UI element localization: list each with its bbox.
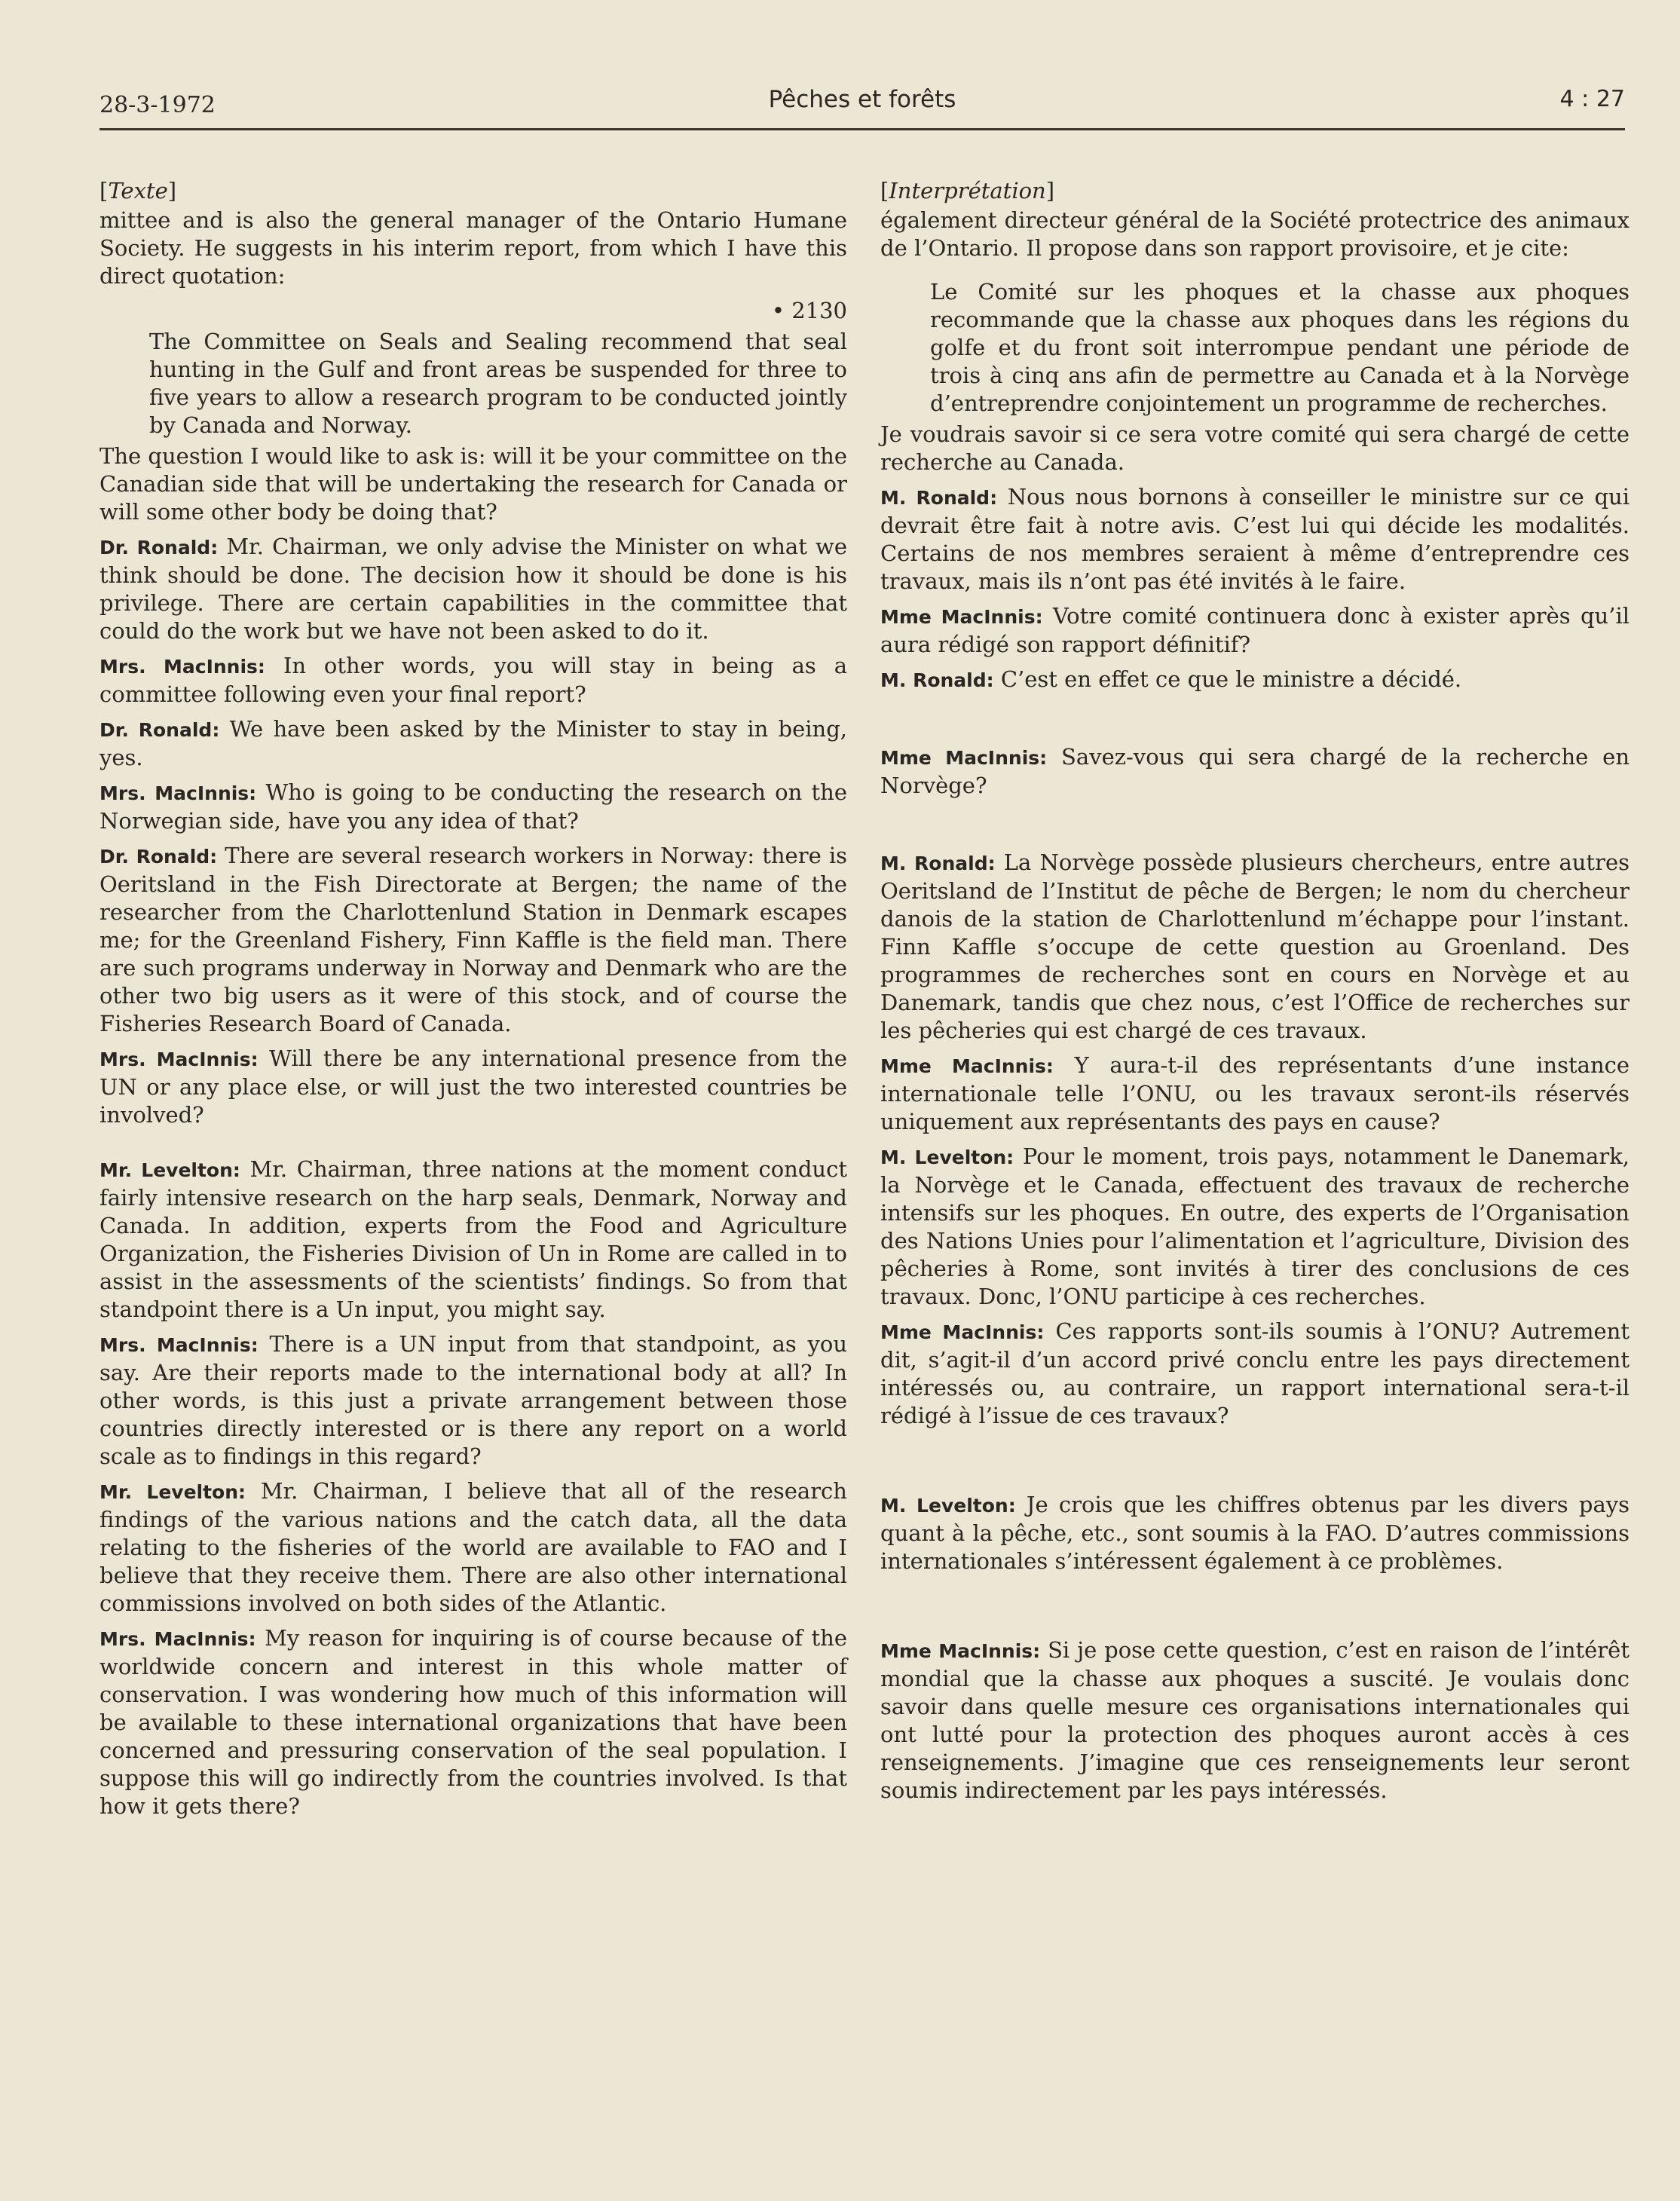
- speaker-name: M. Levelton:: [880, 1495, 1016, 1517]
- speaker-name: Mrs. MacInnis:: [99, 1628, 256, 1650]
- speech-entry: Mme MacInnis: Si je pose cette question, c’est en raison de l’intérêt mondial que la chasse aux phoques a suscité. Je voulais donc savoir dans quelle mesure ces organisations internationales qui ont lutté pour la protection des phoques auront accès à ces renseignements. J’imagine que ces renseignements leur seront soumis indirectement par les pays intéressés.: [880, 1637, 1630, 1803]
- header-rule: [99, 128, 1625, 130]
- paragraph: également directeur général de la Société protectrice des animaux de l’Ontario. Il propose dans son rapport provisoire, et je cite:: [880, 207, 1630, 261]
- header-page-number: 4 : 27: [1559, 86, 1625, 112]
- speech-entry: Mme MacInnis: Votre comité continuera donc à exister après qu’il aura rédigé son rapport définitif?: [880, 603, 1630, 657]
- speaker-name: Mr. Levelton:: [99, 1159, 240, 1181]
- speech-entry: M. Levelton: Je crois que les chiffres obtenus par les divers pays quant à la pêche, etc., sont soumis à la FAO. D’autres commissions internationales s’intéressent également à ce problèmes.: [880, 1492, 1630, 1574]
- speech-entry: M. Ronald: Nous nous bornons à conseiller le ministre sur ce qui devrait être fait à notre avis. C’est lui qui décide les modalités. Certains de nos membres seraient à même d’entreprendre ces travaux, mais ils n’ont pas été invités à le faire.: [880, 484, 1630, 594]
- speaker-name: M. Ronald:: [880, 669, 994, 691]
- speaker-name: Mme MacInnis:: [880, 606, 1043, 628]
- speaker-name: Dr. Ronald:: [99, 846, 218, 868]
- speech-entry: Mrs. MacInnis: In other words, you will stay in being as a committee following even your final report?: [99, 653, 848, 707]
- speech-entry: M. Ronald: C’est en effet ce que le ministre a décidé.: [880, 666, 1462, 692]
- speaker-name: Mrs. MacInnis:: [99, 1048, 259, 1070]
- section-label-text: [Texte]: [99, 178, 177, 204]
- french-column: [880, 177, 1630, 1811]
- header-title: Pêches et forêts: [768, 86, 956, 113]
- speech-entry: Mrs. MacInnis: There is a UN input from that standpoint, as you say. Are their reports made to the international body at all? In other words, is this just a private arrangement between those countries directly interested or is there any report on a world scale as to findings in this regard?: [99, 1331, 848, 1469]
- speech-entry: M. Ronald: La Norvège possède plusieurs chercheurs, entre autres Oeritsland de l’Institut de pêche de Bergen; le nom du chercheur danois de la station de Charlottenlund m’échappe pour l’instant. Finn Kaffle s’occupe de cette question au Groenland. Des programmes de recherches sont en cours en Norvège et au Danemark, tandis que chez nous, c’est l’Office de recherches sur les pêcheries qui est chargé de ces travaux.: [880, 849, 1630, 1043]
- speech-entry: Mme MacInnis: Ces rapports sont-ils soumis à l’ONU? Autrement dit, s’agit-il d’un accord privé conclu entre les pays directement intéressés ou, au contraire, un rapport international sera-t-il rédigé à l’issue de ces travaux?: [880, 1318, 1630, 1428]
- speech-entry: Mr. Levelton: Mr. Chairman, three nations at the moment conduct fairly intensive research on the harp seals, Denmark, Norway and Canada. In addition, experts from the Food and Agriculture Organization, the Fisheries Division of Un in Rome are called in to assist in the assessments of the scientists’ findings. So from that standpoint there is a Un input, you might say.: [99, 1156, 847, 1322]
- time-marker: • 2130: [771, 298, 847, 323]
- speech-entry: Mme MacInnis: Y aura-t-il des représentants d’une instance internationale telle l’ONU, ou les travaux seront-ils réservés uniquement aux représentants des pays en cause?: [880, 1052, 1630, 1134]
- speaker-name: Dr. Ronald:: [99, 537, 219, 559]
- speaker-name: M. Levelton:: [880, 1146, 1014, 1168]
- page-header: [99, 83, 1625, 128]
- block-quote: Le Comité sur les phoques et la chasse aux phoques recommande que la chasse aux phoques dans les régions du golfe et du front soit interrompue pendant une période de trois à cinq ans afin de permettre au Canada et à la Norvège d’entreprendre conjointement un programme de recherches.: [930, 279, 1630, 416]
- english-column: [99, 177, 847, 1827]
- speaker-name: Mme MacInnis:: [880, 1055, 1054, 1077]
- speech-entry: Dr. Ronald: Mr. Chairman, we only advise the Minister on what we think should be done. The decision how it should be done is his privilege. There are certain capabilities in the committee that could do the work but we have not been asked to do it.: [99, 534, 847, 644]
- speech-entry: Dr. Ronald: We have been asked by the Minister to stay in being, yes.: [99, 716, 848, 770]
- speaker-name: Mrs. MacInnis:: [99, 1334, 259, 1356]
- paragraph: mittee and is also the general manager of the Ontario Humane Society. He suggests in his interim report, from which I have this direct quotation:: [99, 207, 847, 289]
- speech-entry: Dr. Ronald: There are several research workers in Norway: there is Oeritsland in the Fish Directorate at Bergen; the name of the researcher from the Charlottenlund Station in Denmark escapes me; for the Greenland Fishery, Finn Kaffle is the field man. There are such programs underway in Norway and Denmark who are the other two big users as it were of this stock, and of course the Fisheries Research Board of Canada.: [99, 843, 847, 1036]
- speaker-name: Mme MacInnis:: [880, 1321, 1045, 1343]
- paragraph: Je voudrais savoir si ce sera votre comité qui sera chargé de cette recherche au Canada.: [880, 421, 1630, 475]
- header-date: 28-3-1972: [99, 92, 216, 118]
- speech-entry: M. Levelton: Pour le moment, trois pays, notamment le Danemark, la Norvège et le Canada, effectuent des travaux de recherche intensifs sur les phoques. En outre, des experts de l’Organisation des Nations Unies pour l’alimentation et l’agriculture, Division des pêcheries à Rome, sont invités à tirer des conclusions de ces travaux. Donc, l’ONU participe à ces recherches.: [880, 1143, 1630, 1309]
- speaker-name: Mrs. MacInnis:: [99, 782, 257, 804]
- block-quote: The Committee on Seals and Sealing recommend that seal hunting in the Gulf and front areas be suspended for three to five years to allow a research program to be conducted jointly by Canada and Norway.: [149, 329, 847, 438]
- paragraph: The question I would like to ask is: will it be your committee on the Canadian side that will be undertaking the research for Canada or will some other body be doing that?: [99, 443, 847, 525]
- speech-entry: Mr. Levelton: Mr. Chairman, I believe that all of the research findings of the various nations and the catch data, all the data relating to the fisheries of the world are available to FAO and I believe that they receive them. There are also other international commissions involved on both sides of the Atlantic.: [99, 1478, 847, 1616]
- speech-entry: Mrs. MacInnis: My reason for inquiring is of course because of the worldwide concern and interest in this whole matter of conservation. I was wondering how much of this information will be available to these international organizations that have been concerned and pressuring conservation of the seal population. I suppose this will go indirectly from the countries involved. Is that how it gets there?: [99, 1625, 847, 1819]
- speaker-name: Dr. Ronald:: [99, 719, 220, 741]
- speech-entry: Mrs. MacInnis: Will there be any international presence from the UN or any place else, or will just the two interested countries be involved?: [99, 1045, 848, 1128]
- speaker-name: Mme MacInnis:: [880, 1640, 1041, 1662]
- speech-entry: Mme MacInnis: Savez-vous qui sera chargé de la recherche en Norvège?: [880, 744, 1630, 798]
- speaker-name: M. Ronald:: [880, 487, 998, 509]
- section-label-interpretation: [Interprétation]: [880, 178, 1055, 204]
- speaker-name: Mme MacInnis:: [880, 747, 1048, 769]
- speaker-name: Mrs. MacInnis:: [99, 656, 265, 678]
- speaker-name: M. Ronald:: [880, 853, 996, 874]
- speaker-name: Mr. Levelton:: [99, 1481, 246, 1503]
- speech-entry: Mrs. MacInnis: Who is going to be conducting the research on the Norwegian side, have you any idea of that?: [99, 779, 847, 834]
